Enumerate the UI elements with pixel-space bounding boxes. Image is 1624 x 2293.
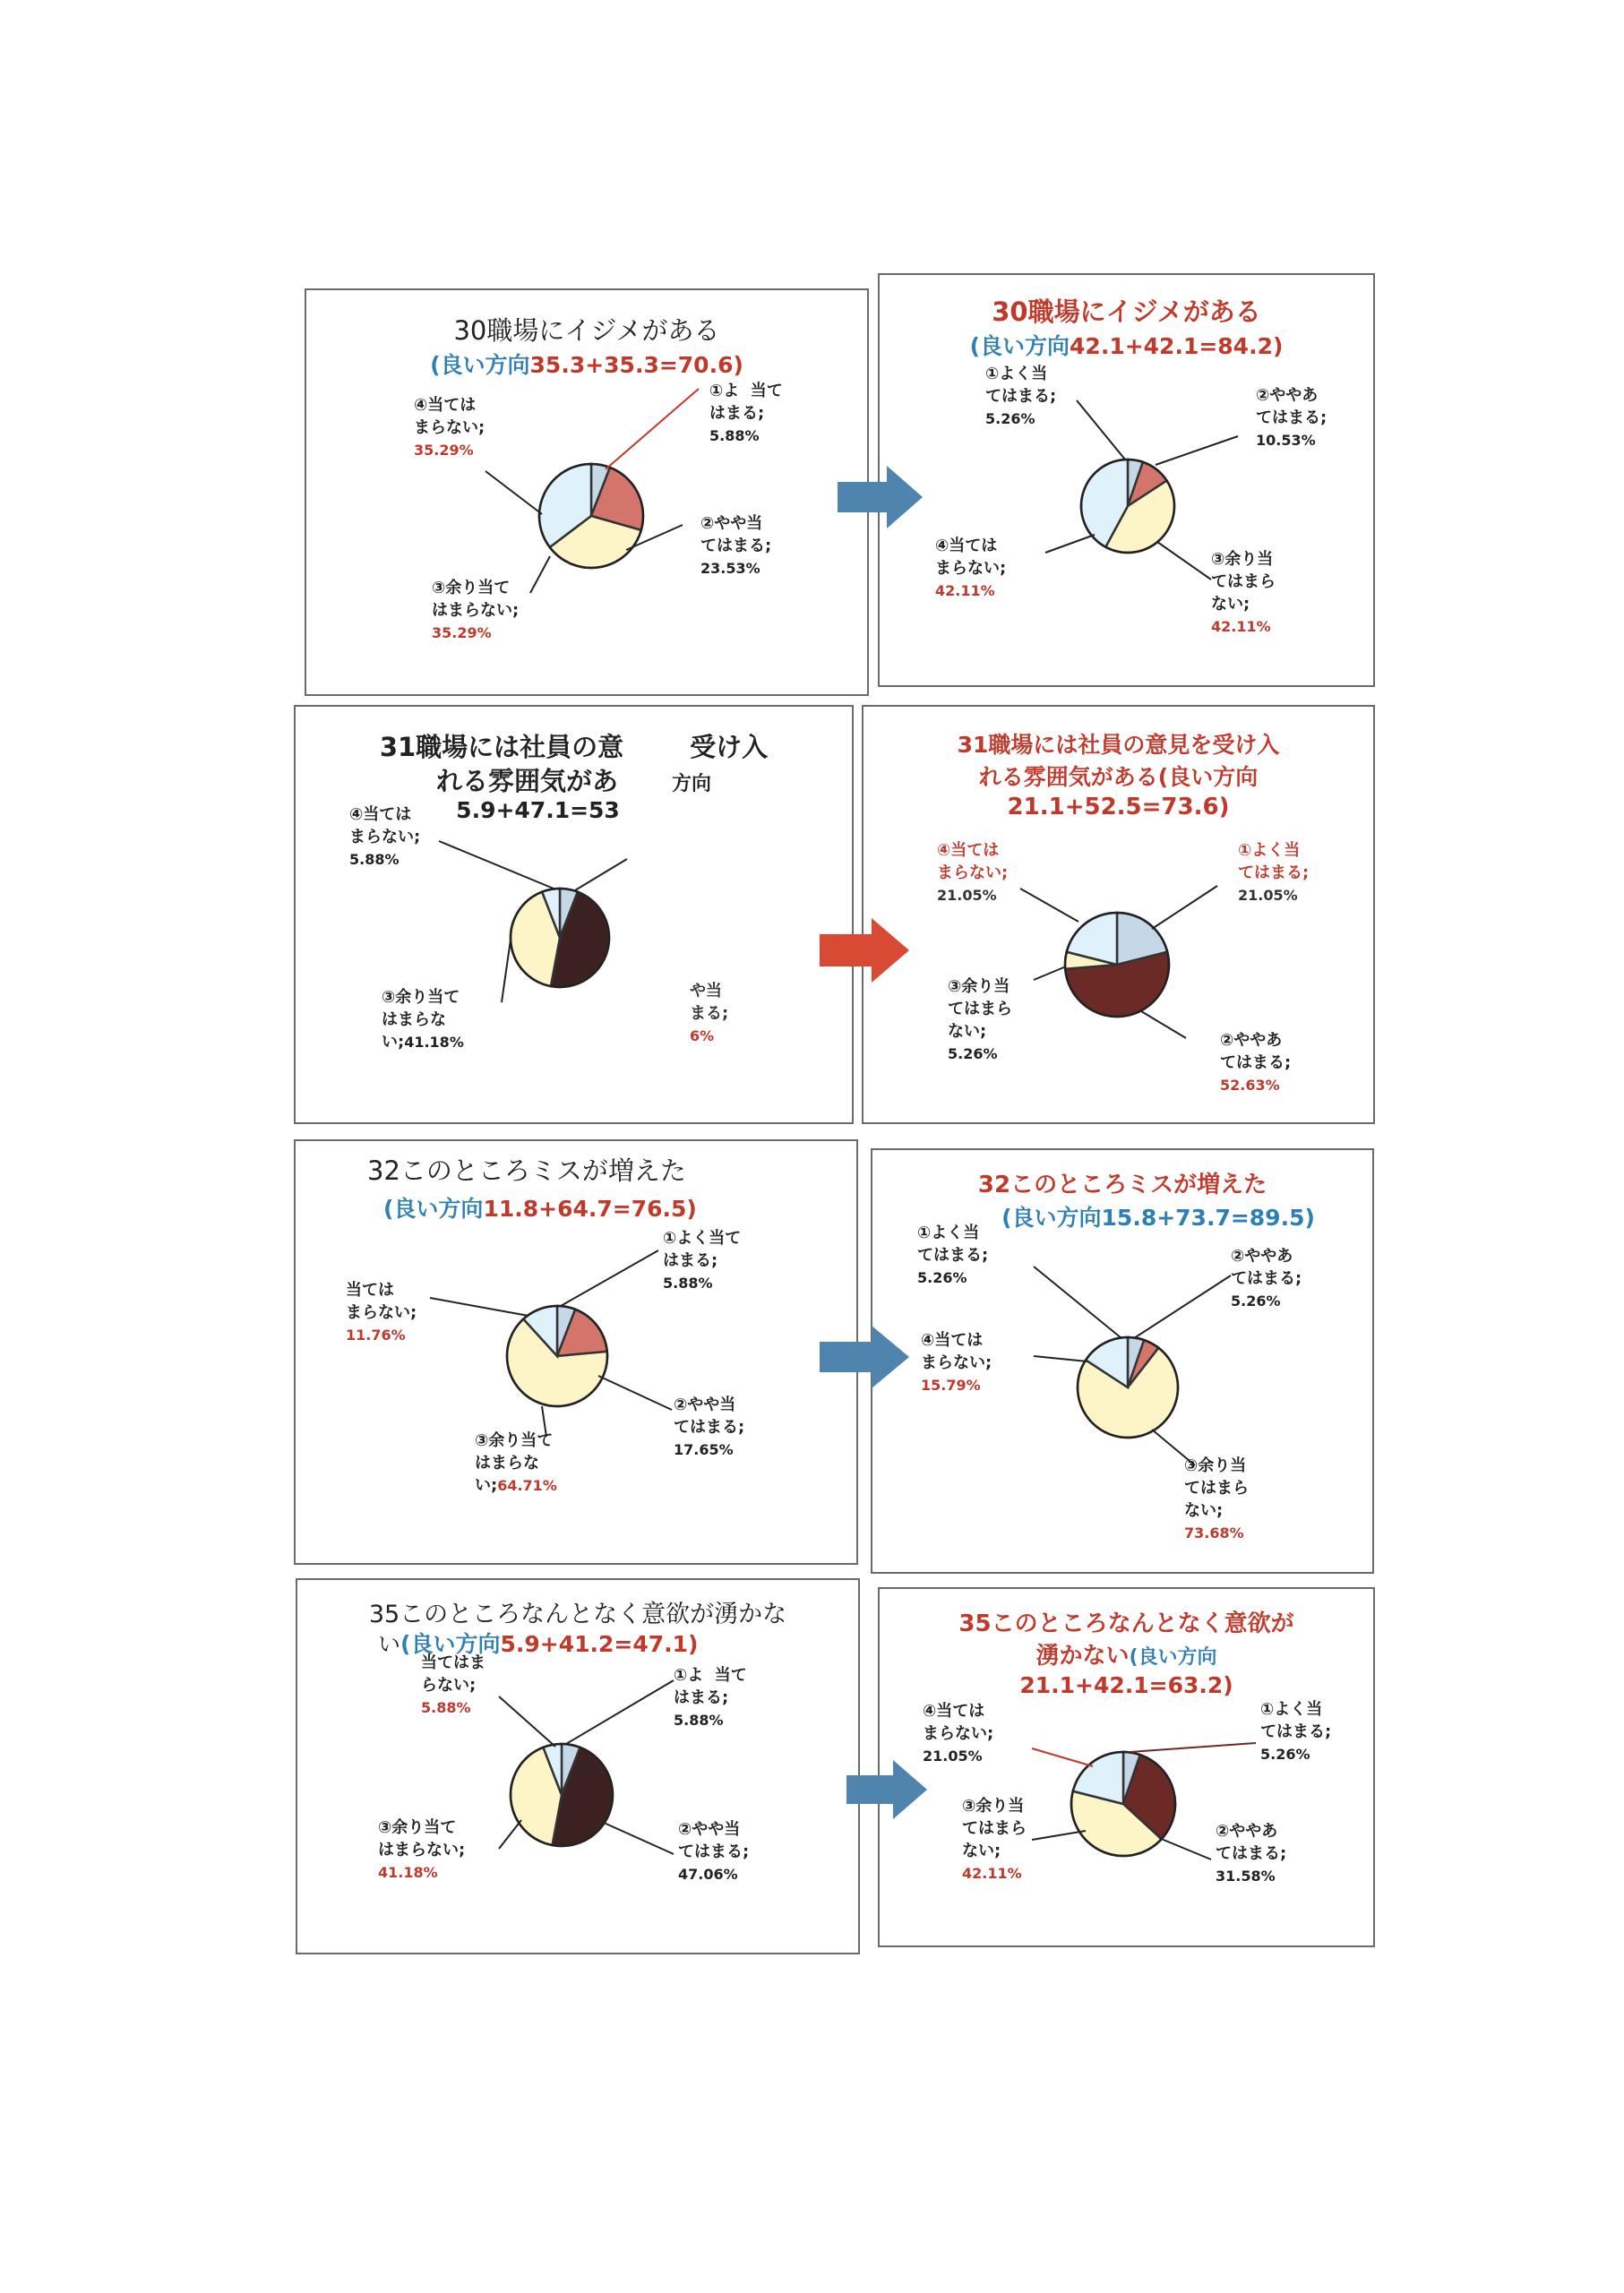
slice-label-4: ④当ては まらない; 42.11% <box>935 537 1007 599</box>
slice-label-2: や当 まる; 6% <box>690 982 729 1044</box>
slice-label-2: ②ややあ てはまる; 31.58% <box>1216 1822 1287 1885</box>
chart-subtitle: 21.1+42.1=63.2) <box>1019 1672 1233 1698</box>
leader-line <box>606 389 699 469</box>
leader-line <box>1157 542 1211 580</box>
leader-line <box>530 556 550 593</box>
slice-label-3: ③余り当 てはまら ない; 42.11% <box>1211 550 1276 635</box>
subtitle-head: (良い方向 <box>1001 1205 1102 1231</box>
subtitle-head: (良い方向 <box>383 1196 484 1222</box>
slice-label-3: ③余り当て はまらな い;64.71% <box>475 1431 557 1495</box>
slice-label-1: ①よく当 てはまる; 5.26% <box>1260 1700 1332 1763</box>
leader-line <box>598 1376 672 1410</box>
chart-panel-31-before <box>294 705 854 1124</box>
subtitle-head: (良い方向 <box>430 352 530 378</box>
chart-subtitle: 21.1+52.5=73.6) <box>1007 794 1230 820</box>
slice-label-1: ①よ 当て はまる; 5.88% <box>709 382 783 444</box>
leader-line <box>430 1298 528 1316</box>
leader-line <box>1134 1275 1231 1338</box>
slice-label-3: ③余り当て はまらない; 41.18% <box>378 1818 466 1881</box>
chart-title: 32このところミスが増えた <box>367 1155 686 1186</box>
leader-line <box>1130 1743 1256 1752</box>
arrow-right-icon <box>838 466 923 528</box>
slice-label-3: ③余り当て はまらな い;41.18% <box>382 988 464 1052</box>
slice-label-2: ②やや当 てはまる; 17.65% <box>674 1396 745 1458</box>
arrow-shape <box>846 1760 927 1819</box>
leader-line <box>1141 1011 1186 1038</box>
slice-label-1: ①よ 当て はまる; 5.88% <box>674 1666 747 1729</box>
slice-label-3: ③余り当 てはまら ない; 73.68% <box>1184 1456 1249 1542</box>
chart-title: 32このところミスが増えた <box>977 1172 1267 1198</box>
slice-label-4: ④当ては まらない; 15.79% <box>921 1331 992 1394</box>
subtitle-tail: 5.9+41.2=47.1) <box>500 1631 699 1657</box>
leader-line <box>561 1250 658 1306</box>
slice-label-4: 当ては まらない; 11.76% <box>346 1281 417 1344</box>
slice-label-1: ①よく当て はまる; 5.88% <box>663 1229 742 1292</box>
arrow-right-icon <box>846 1760 927 1819</box>
chart-panel-30-before <box>305 288 869 696</box>
slice-label-3: ③余り当て はまらない; 35.29% <box>432 579 520 641</box>
leader-line <box>1034 966 1066 980</box>
pie-group <box>1078 1337 1178 1438</box>
slice-label-4: ④当ては まらない; 21.05% <box>923 1702 994 1765</box>
leader-line <box>1020 889 1078 922</box>
chart-title: 35このところなんとなく意欲が湧かな <box>368 1601 787 1628</box>
pie-svg <box>296 707 854 1124</box>
pie-group <box>1071 1752 1175 1856</box>
leader-line <box>1032 1831 1086 1840</box>
chart-panel-35-before <box>296 1578 860 1954</box>
slice-label-4: ④当ては まらない; 35.29% <box>414 396 485 459</box>
chart-panel-31-after <box>862 705 1375 1124</box>
subtitle-head: (良い方向 <box>400 1631 501 1657</box>
leader-line <box>575 859 627 890</box>
pie-group <box>1081 459 1174 553</box>
leader-line <box>1034 1267 1121 1338</box>
leader-line <box>566 1680 674 1744</box>
leader-line <box>1156 436 1238 465</box>
chart-title-line2: れる雰囲気があ 方向 <box>435 766 712 796</box>
slice-label-1: ①よく当 てはまる; 5.26% <box>985 365 1057 427</box>
slice-label-2: ②ややあ てはまる; 5.26% <box>1231 1247 1302 1310</box>
arrow-right-icon <box>820 1326 909 1388</box>
pie-group <box>507 1306 607 1406</box>
chart-title-line1: 35このところなんとなく意欲が <box>958 1610 1294 1637</box>
leader-line <box>1077 400 1125 459</box>
chart-subtitle: い(良い方向5.9+41.2=47.1) <box>378 1631 699 1657</box>
slice-label-1: ①よく当 てはまる; 21.05% <box>1238 841 1310 904</box>
leader-line <box>499 1696 555 1747</box>
chart-panel-32-after <box>871 1148 1374 1574</box>
pie-group <box>539 464 643 568</box>
leader-line <box>1152 886 1217 929</box>
pie-svg <box>864 707 1375 1124</box>
subtitle-tail: 11.8+64.7=76.5) <box>483 1196 697 1222</box>
chart-title-line2: れる雰囲気がある(良い方向 <box>978 764 1259 790</box>
leader-line <box>1034 1356 1087 1361</box>
leader-line <box>1045 535 1095 553</box>
leader-line <box>1032 1748 1093 1766</box>
subtitle-head: (良い方向 <box>969 333 1070 359</box>
subtitle-tail: 15.8+73.7=89.5) <box>1101 1205 1315 1231</box>
chart-subtitle: 5.9+47.1=53 <box>456 797 620 823</box>
arrow-right-icon <box>820 918 909 983</box>
chart-panel-35-after <box>878 1587 1375 1947</box>
chart-title-line1: 31職場には社員の意見を受け入 <box>957 732 1280 758</box>
leader-line <box>499 1820 521 1849</box>
slice-label-4: ④当ては まらない; 5.88% <box>349 805 421 868</box>
slice-label-2: ②やや当 てはまる; 23.53% <box>700 514 772 577</box>
arrow-shape <box>820 918 909 983</box>
leader-line <box>502 940 511 1002</box>
slice-label-1: ①よく当 てはまる; 5.26% <box>917 1224 989 1286</box>
leader-line <box>439 841 554 889</box>
slice-label-3: ③余り当 てはまら ない; 5.26% <box>948 977 1012 1062</box>
chart-title-line1: 31職場には社員の意 受け入 <box>379 732 769 762</box>
pie-group <box>511 1744 613 1846</box>
subtitle-tail: 42.1+42.1=84.2) <box>1070 333 1284 359</box>
pie-group <box>511 889 609 987</box>
occlusion-patch <box>629 805 692 1047</box>
slice-label-2: ②ややあ てはまる; 10.53% <box>1256 386 1328 449</box>
pie-svg <box>880 1589 1375 1947</box>
pie-svg <box>880 275 1375 687</box>
subtitle-tail: 35.3+35.3=70.6) <box>529 352 743 378</box>
slice-label-2: ②ややあ てはまる; 52.63% <box>1220 1031 1292 1094</box>
pie-svg <box>296 1141 858 1565</box>
leader-line <box>602 1822 674 1854</box>
leader-line <box>485 471 542 514</box>
chart-title-line2: 湧かない(良い方向 <box>1035 1643 1217 1670</box>
slice-label-3: ③余り当 てはまら ない; 42.11% <box>962 1797 1027 1882</box>
slice-label-4: 当てはま らない; 5.88% <box>421 1653 485 1716</box>
chart-title: 30職場にイジメがある <box>453 315 720 346</box>
slice-label-2: ②やや当 てはまる; 47.06% <box>678 1820 750 1883</box>
arrow-shape <box>820 1326 909 1388</box>
pie-svg <box>306 290 869 696</box>
leader-line <box>1159 1838 1211 1859</box>
arrow-shape <box>838 466 923 528</box>
slice-label-4: ④当ては まらない; 21.05% <box>937 841 1009 904</box>
chart-panel-32-before <box>294 1139 858 1565</box>
chart-title: 30職場にイジメがある <box>992 296 1261 327</box>
chart-panel-30-after <box>878 273 1375 687</box>
pie-svg <box>297 1580 860 1954</box>
